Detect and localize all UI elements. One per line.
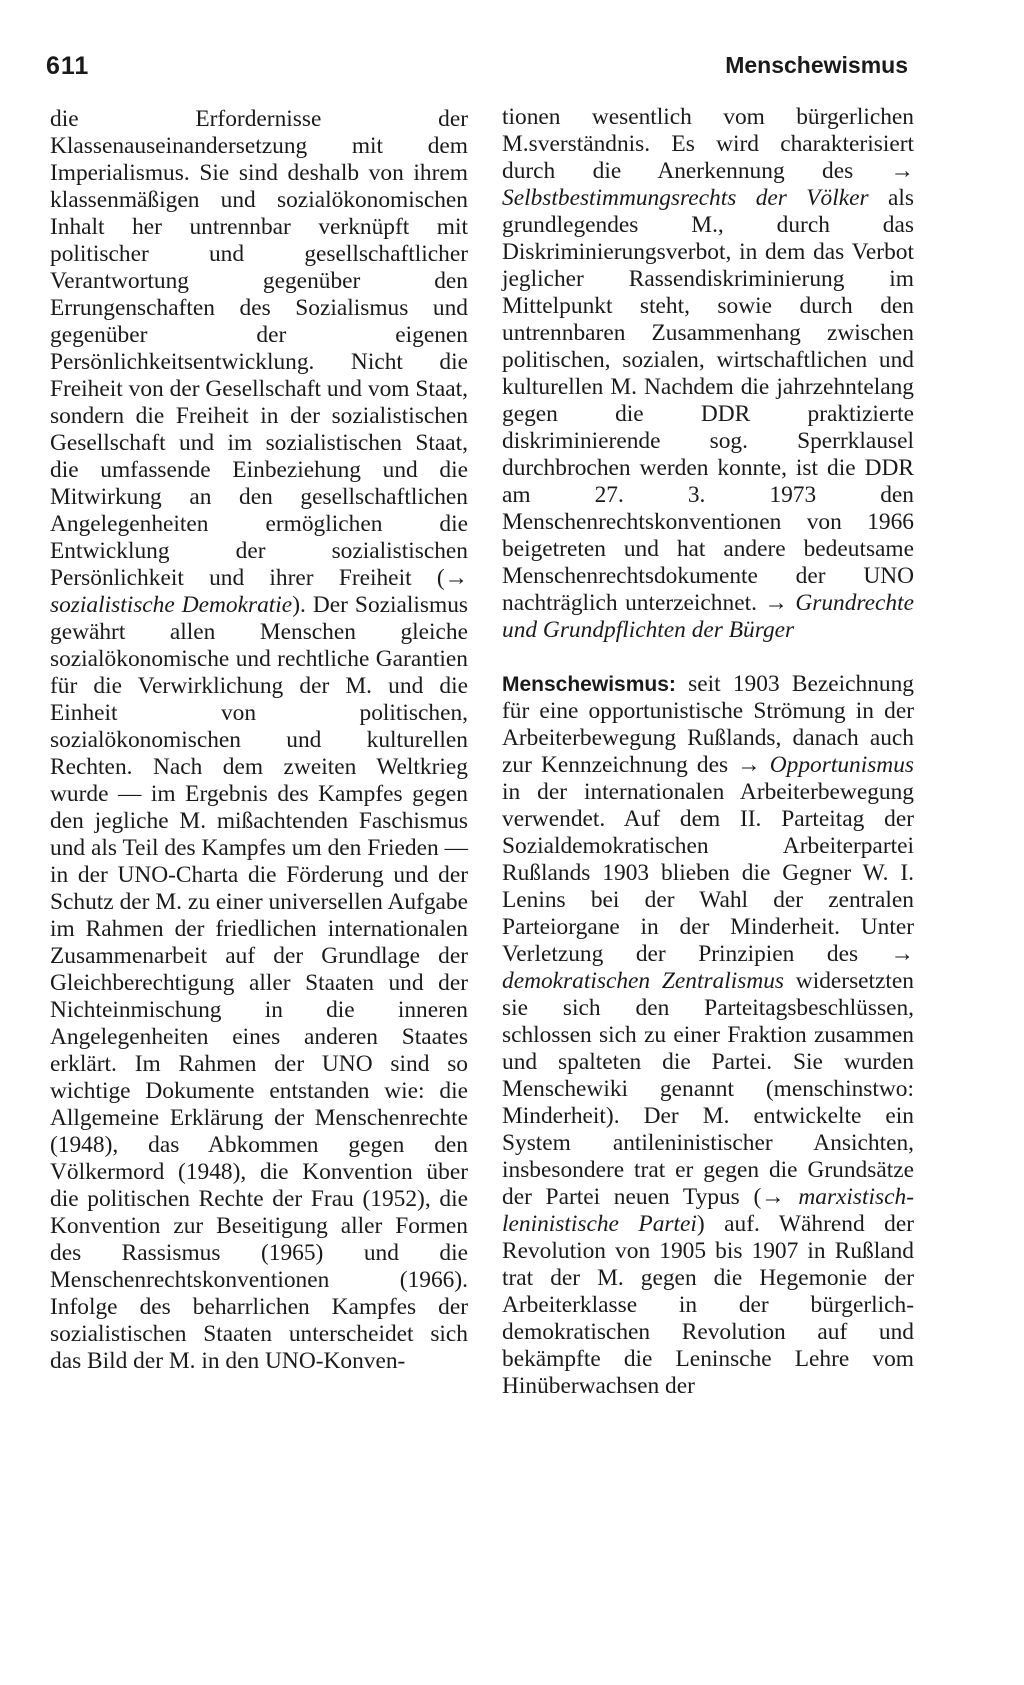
paragraph-human-rights-continued [50,106,468,1375]
text-segment: die Erfordernisse der Klassenauseinandersetzung mit dem Imperialismus. Sie sind deshalb von ihrem klassenmäßigen und sozialökonomischen Inhalt her untrennbar verknüpft mit politischer und gesellschaftlicher Verantwortung gegenüber den Errungenschaften des Sozialismus und gegenüber der eigenen Persönlichkeitsentwicklung. Nicht die Freiheit von der Gesellschaft und vom Staat, sondern die Freiheit in der sozialistischen Gesellschaft und im sozialistischen Staat, die umfassende Einbeziehung und die Mitwirkung an den gesellschaftlichen Angelegenheiten ermöglichen die Entwicklung der sozialistischen Persönlichkeit und ihrer Freiheit ( [50,106,468,591]
entry-headword: Menschewismus: [502,673,676,696]
arrow-icon: → [890,941,914,967]
entry-menschewismus [502,671,914,1400]
arrow-icon: → [761,1184,785,1210]
arrow-icon: → [444,565,468,591]
arrow-icon: → [737,752,761,778]
text-segment: seit 1903 Bezeichnung für eine opportunistische Strömung in der Arbeiterbewegung Rußlands, danach auch zur Kennzeichnung des [502,671,914,778]
text-segment: als grundlegendes M., durch das Diskriminierungsverbot, in dem das Verbot jeglicher Rassendiskriminierung im Mittelpunkt steht, sowie durch den untrennbaren Zusammenhang zwischen politischen, sozialen, wirtschaftlichen und kulturellen M. Nachdem die jahrzehntelang gegen die DDR praktizierte diskriminierende sog. Sperrklausel durchbrochen werden konnte, ist die DDR am 27. 3. 1973 den Menschenrechtskonventionen von 1966 beigetreten und hat andere bedeutsame Menschenrechtsdokumente der UNO nachträglich unterzeichnet. [502,185,914,616]
cross-reference: Grundrechte und Grundpflichten der Bürger [502,590,914,643]
running-head: Menschewismus [725,52,908,78]
paragraph-human-rights-end [502,104,914,644]
page-number: 611 [46,52,90,80]
text-segment: ) auf. Während der Revolution von 1905 bis 1907 in Rußland trat der M. gegen die Hegemonie der Arbeiterklasse in der bürgerlich-demokratischen Revolution auf und bekämpfte die Leninsche Lehre vom Hinüberwachsen der [502,1211,914,1399]
right-column [502,104,914,1400]
text-segment: tionen wesentlich vom bürgerlichen M.sverständnis. Es wird charakterisiert durch die Anerkennung des [502,104,914,184]
cross-reference: Opportunismus [769,752,914,778]
text-segment: in der internationalen Arbeiterbewegung verwendet. Auf dem II. Parteitag der Sozialdemokratischen Arbeiterpartei Rußlands 1903 blieben die Gegner W. I. Lenins bei der Wahl der zentralen Parteiorgane in der Minderheit. Unter Verletzung der Prinzipien des [502,779,914,967]
cross-reference: Selbstbestimmungsrechts der Völker [502,185,869,211]
text-segment: widersetzten sie sich den Parteitagsbeschlüssen, schlossen sich zu einer Fraktion zusammen und spalteten die Partei. Sie wurden Menschewiki genannt (menschinstwo: Minderheit). Der M. entwickelte ein System antileninistischer Ansichten, insbesondere trat er gegen die Grundsätze der Partei neuen Typus ( [502,968,915,1210]
cross-reference: marxistisch-leninistische Partei [502,1184,914,1237]
arrow-icon: → [890,158,914,184]
arrow-icon: → [764,590,788,616]
left-column [50,106,468,1375]
cross-reference: sozialistische Demokratie [50,592,293,618]
cross-reference: demokratischen Zentralismus [502,968,785,994]
text-segment: ). Der Sozialismus gewährt allen Menschen gleiche sozialökonomische und rechtliche Garantien für die Verwirklichung der M. und die Einheit von politischen, sozialökonomischen und kulturellen Rechten. Nach dem zweiten Weltkrieg wurde — im Ergebnis des Kampfes gegen den jegliche M. mißachtenden Faschismus und als Teil des Kampfes um den Frieden — in der UNO-Charta die Förderung und der Schutz der M. zu einer universellen Aufgabe im Rahmen der friedlichen internationalen Zusammenarbeit auf der Grundlage der Gleichberechtigung aller Staaten und der Nichteinmischung in die inneren Angelegenheiten eines anderen Staates erklärt. Im Rahmen der UNO sind so wichtige Dokumente entstanden wie: die Allgemeine Erklärung der Menschenrechte (1948), das Abkommen gegen den Völkermord (1948), die Konvention über die politischen Rechte der Frau (1952), die Konvention zur Beseitigung aller Formen des Rassismus (1965) und die Menschenrechtskonventionen (1966). Infolge des beharrlichen Kampfes der sozialistischen Staaten unterscheidet sich das Bild der M. in den UNO-Konven- [50,592,468,1374]
